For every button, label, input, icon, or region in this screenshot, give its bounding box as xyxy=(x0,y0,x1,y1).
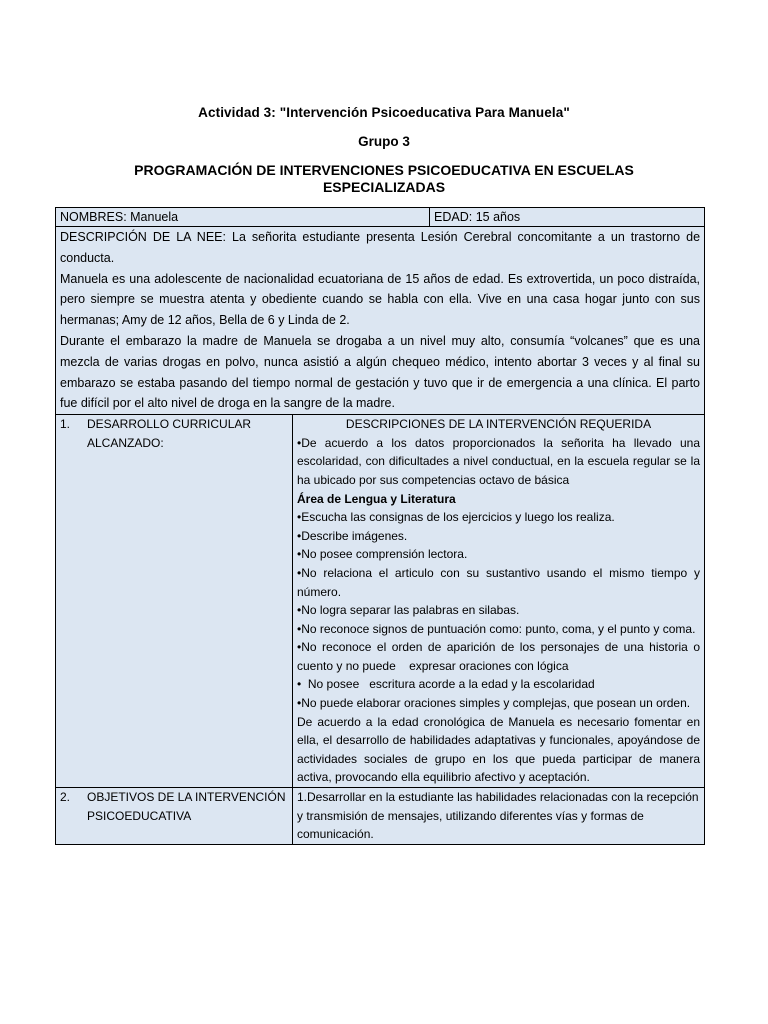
names-row xyxy=(56,208,705,227)
row-number: 2. xyxy=(60,790,71,805)
curricular-row xyxy=(56,415,705,788)
intro-paragraph: •De acuerdo a los datos proporcionados la señorita ha llevado una escolaridad, con dificultades a nivel conductual, en la escuela regular se la ha ubicado por sus competencias octavo de básica xyxy=(297,435,701,487)
description-text: La señorita estudiante presenta Lesión Cerebral concomitante a un trastorno de conducta. xyxy=(60,230,701,265)
row-number: 1. xyxy=(60,417,71,432)
list-item: •Escucha las consignas de los ejercicios y luego los realiza. xyxy=(297,510,615,525)
group-title: Grupo 3 xyxy=(358,134,410,149)
list-item: •No relaciona el articulo con su sustantivo usando el mismo tiempo y número. xyxy=(297,565,701,599)
age-cell: EDAD: 15 años xyxy=(430,208,705,227)
description-paragraph-3: Durante el embarazo la madre de Manuela se drogaba a un nivel muy alto, consumía “volcanes” que es una mezcla de varias drogas en polvo, nunca asistió a algún chequeo médico, intento abortar 3 veces y al final su embarazo se estaba pasando del tiempo normal de gestación y tuvo que ir de emergencia a una clínica. El parto fue difícil por el alto nivel de droga en la sangre de la madre. xyxy=(60,333,701,411)
objectives-label: OBJETIVOS DE LA INTERVENCIÓN PSICOEDUCATIVA xyxy=(87,790,286,823)
list-item: •No reconoce el orden de aparición de los personajes de una historia o cuento y no puede expresar oraciones con lógica xyxy=(297,640,704,673)
list-item: •No logra separar las palabras en silabas. xyxy=(297,603,520,618)
list-item: •No puede elaborar oraciones simples y complejas, que posean un orden. xyxy=(297,696,691,711)
program-title: PROGRAMACIÓN DE INTERVENCIONES PSICOEDUCATIVA EN ESCUELAS ESPECIALIZADAS xyxy=(134,162,634,195)
names-cell: NOMBRES: Manuela xyxy=(56,208,430,227)
curricular-label: DESARROLLO CURRICULAR ALCANZADO: xyxy=(87,417,252,450)
curricular-description-cell xyxy=(293,415,705,788)
list-item: •Describe imágenes. xyxy=(297,528,408,543)
objectives-text-cell: 1.Desarrollar en la estudiante las habilidades relacionadas con la recepción y transmisión de mensajes, utilizando diferentes vías y formas de comunicación. xyxy=(293,788,705,845)
list-item: • No posee escritura acorde a la edad y la escolaridad xyxy=(297,677,595,692)
conclusion-paragraph: De acuerdo a la edad cronológica de Manuela es necesario fomentar en ella, el desarrollo de habilidades adaptativas y funcionales, apoyándose de actividades sociales de grupo en los que pueda participar de manera activa, provocando ella equilibrio afectivo y aceptación. xyxy=(297,714,701,785)
objectives-row xyxy=(56,788,705,845)
area-heading: Área de Lengua y Literatura xyxy=(297,491,456,506)
activity-title: Actividad 3: "Intervención Psicoeducativa Para Manuela" xyxy=(198,105,570,120)
description-label: DESCRIPCIÓN DE LA NEE: xyxy=(60,230,226,244)
intervention-table xyxy=(55,207,705,845)
intervention-header: DESCRIPCIONES DE LA INTERVENCIÓN REQUERIDA xyxy=(345,417,652,432)
description-paragraph-2: Manuela es una adolescente de nacionalidad ecuatoriana de 15 años de edad. Es extrovertida, un poco distraída, pero siempre se muestra atenta y obediente cuando se habla con ella. Vive en una casa hogar junto con sus hermanas; Amy de 12 años, Bella de 6 y Linda de 2. xyxy=(60,271,701,328)
list-item: •No reconoce signos de puntuación como: punto, coma, y el punto y coma. xyxy=(297,621,696,636)
description-row xyxy=(56,227,705,415)
list-item: •No posee comprensión lectora. xyxy=(297,547,468,562)
objectives-label-cell xyxy=(56,788,293,845)
curricular-label-cell xyxy=(56,415,293,788)
description-cell xyxy=(56,227,705,415)
